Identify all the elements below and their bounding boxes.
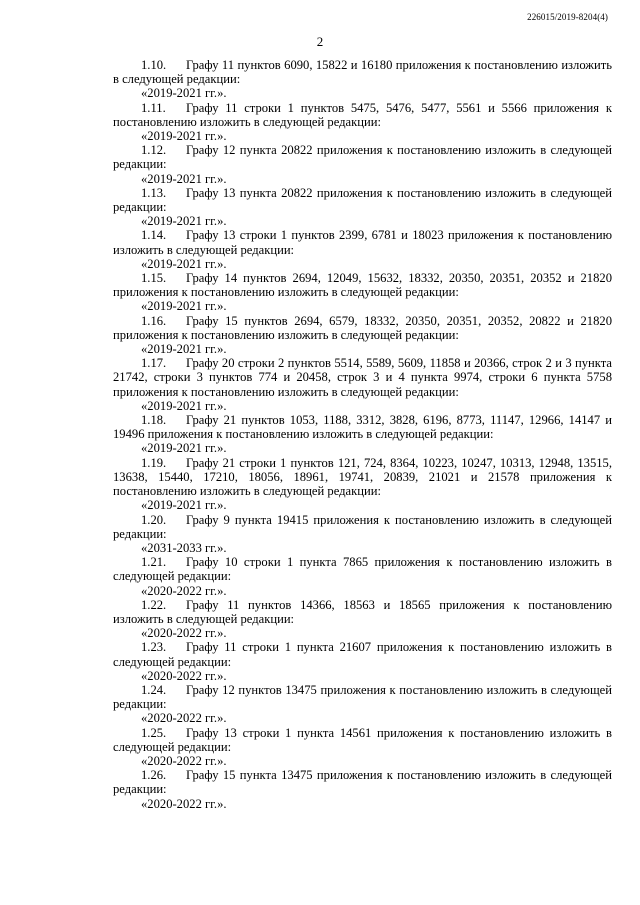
amendment-item — [113, 598, 612, 641]
item-number: 1.23. — [141, 640, 167, 655]
item-text: Графу 11 пунктов 14366, 18563 и 18565 приложения к постановлению изложить в следующей редакции: — [113, 597, 612, 626]
item-number: 1.19. — [141, 455, 167, 470]
amendment-item — [113, 513, 612, 556]
item-number: 1.17. — [141, 356, 167, 371]
new-value-quote: «2020-2022 гг.». — [141, 668, 227, 683]
new-value-quote: «2019-2021 гг.». — [141, 498, 227, 513]
item-text: Графу 15 пункта 13475 приложения к постановлению изложить в следующей редакции: — [113, 768, 612, 797]
item-text: Графу 15 пунктов 2694, 6579, 18332, 20350, 20351, 20352, 20822 и 21820 приложения к постановлению изложить в следующей редакции: — [113, 313, 612, 342]
item-number: 1.10. — [141, 58, 167, 72]
item-text: Графу 21 строки 1 пунктов 121, 724, 8364, 10223, 10247, 10313, 12948, 13515, 13638, 15440, 17210, 18056, 18961, 19741, 20839, 21021 и 21578 приложения к постановлению изложить в следующей редакции: — [113, 455, 612, 499]
amendment-paragraph — [113, 143, 612, 171]
amendment-paragraph — [113, 413, 612, 441]
new-value-quote: «2020-2022 гг.». — [141, 753, 227, 768]
amendment-paragraph — [113, 101, 612, 129]
amendment-item — [113, 768, 612, 811]
amendment-item — [113, 726, 612, 769]
new-value-quote: «2020-2022 гг.». — [141, 796, 227, 811]
item-number: 1.14. — [141, 228, 167, 243]
item-number: 1.15. — [141, 271, 167, 286]
amendment-item — [113, 143, 612, 186]
amendment-item — [113, 456, 612, 513]
item-text: Графу 12 пунктов 13475 приложения к постановлению изложить в следующей редакции: — [113, 682, 612, 712]
amendment-item — [113, 186, 612, 229]
item-text: Графу 12 пункта 20822 приложения к постановлению изложить в следующей редакции: — [113, 143, 612, 172]
item-text: Графу 13 пункта 20822 приложения к постановлению изложить в следующей редакции: — [113, 185, 612, 215]
item-text: Графу 14 пунктов 2694, 12049, 15632, 18332, 20350, 20351, 20352 и 21820 приложения к постановлению изложить в следующей редакции: — [113, 271, 612, 300]
amendment-paragraph — [113, 271, 612, 299]
amendment-item — [113, 271, 612, 314]
item-number: 1.21. — [141, 555, 167, 570]
item-number: 1.12. — [141, 143, 167, 158]
amendment-paragraph — [113, 598, 612, 626]
new-value-quote: «2020-2022 гг.». — [141, 583, 227, 598]
item-number: 1.20. — [141, 512, 167, 527]
item-text: Графу 20 строки 2 пунктов 5514, 5589, 5609, 11858 и 20366, строк 2 и 3 пункта 21742, строки 3 пунктов 774 и 20458, строк 3 и 4 пункта 9974, строки 6 пункта 5758 приложения к постановлению изложить в следующей редакции: — [113, 356, 612, 399]
amendment-paragraph — [113, 58, 612, 86]
item-text: Графу 13 строки 1 пунктов 2399, 6781 и 18023 приложения к постановлению изложить в следующей редакции: — [113, 228, 612, 257]
item-text: Графу 9 пункта 19415 приложения к постановлению изложить в следующей редакции: — [113, 512, 612, 541]
new-value-quote: «2031-2033 гг.». — [141, 540, 227, 555]
item-text: Графу 11 пунктов 6090, 15822 и 16180 приложения к постановлению изложить в следующей редакции: — [113, 58, 612, 87]
amendment-paragraph — [113, 513, 612, 541]
amendment-item — [113, 356, 612, 413]
new-value-quote: «2019-2021 гг.». — [141, 171, 227, 186]
document-body — [113, 58, 612, 811]
amendment-paragraph — [113, 456, 612, 499]
amendment-paragraph — [113, 356, 612, 399]
item-number: 1.13. — [141, 185, 167, 200]
amendment-paragraph — [113, 726, 612, 754]
amendment-item — [113, 314, 612, 357]
amendment-paragraph — [113, 228, 612, 256]
item-number: 1.16. — [141, 313, 167, 328]
new-value-quote: «2019-2021 гг.». — [141, 342, 227, 357]
new-value-quote: «2019-2021 гг.». — [141, 214, 227, 229]
amendment-paragraph — [113, 555, 612, 583]
new-value-quote: «2019-2021 гг.». — [141, 441, 227, 456]
new-value-quote: «2019-2021 гг.». — [141, 299, 227, 314]
amendment-paragraph — [113, 186, 612, 214]
new-value-quote: «2019-2021 гг.». — [141, 129, 227, 144]
amendment-paragraph — [113, 314, 612, 342]
amendment-paragraph — [113, 640, 612, 668]
item-number: 1.26. — [141, 768, 167, 783]
new-value-quote: «2019-2021 гг.». — [141, 256, 227, 271]
item-text: Графу 11 строки 1 пунктов 5475, 5476, 5477, 5561 и 5566 приложения к постановлению изложить в следующей редакции: — [113, 100, 612, 129]
item-text: Графу 11 строки 1 пункта 21607 приложения к постановлению изложить в следующей редакции: — [113, 640, 612, 669]
amendment-item — [113, 683, 612, 726]
item-number: 1.22. — [141, 597, 167, 612]
item-text: Графу 13 строки 1 пункта 14561 приложения к постановлению изложить в следующей редакции: — [113, 725, 612, 754]
amendment-item — [113, 228, 612, 271]
amendment-item — [113, 101, 612, 144]
amendment-paragraph — [113, 768, 612, 796]
new-value-quote: «2019-2021 гг.». — [141, 398, 227, 413]
new-value-quote: «2020-2022 гг.». — [141, 711, 227, 726]
amendment-item — [113, 640, 612, 683]
amendment-paragraph — [113, 683, 612, 711]
page-number: 2 — [316, 34, 324, 49]
amendment-item — [113, 555, 612, 598]
item-number: 1.24. — [141, 682, 167, 697]
new-value-quote: «2020-2022 гг.». — [141, 626, 227, 641]
amendment-item — [113, 413, 612, 456]
new-value-quote: «2019-2021 гг.». — [141, 86, 227, 101]
document-number: 226015/2019-8204(4) — [527, 12, 608, 22]
item-text: Графу 10 строки 1 пункта 7865 приложения к постановлению изложить в следующей редакции: — [113, 555, 612, 584]
amendment-item — [113, 58, 612, 101]
item-number: 1.25. — [141, 725, 167, 740]
item-number: 1.18. — [141, 413, 167, 428]
item-text: Графу 21 пунктов 1053, 1188, 3312, 3828, 6196, 8773, 11147, 12966, 14147 и 19496 приложения к постановлению изложить в следующей редакции: — [113, 413, 612, 442]
item-number: 1.11. — [141, 100, 166, 115]
